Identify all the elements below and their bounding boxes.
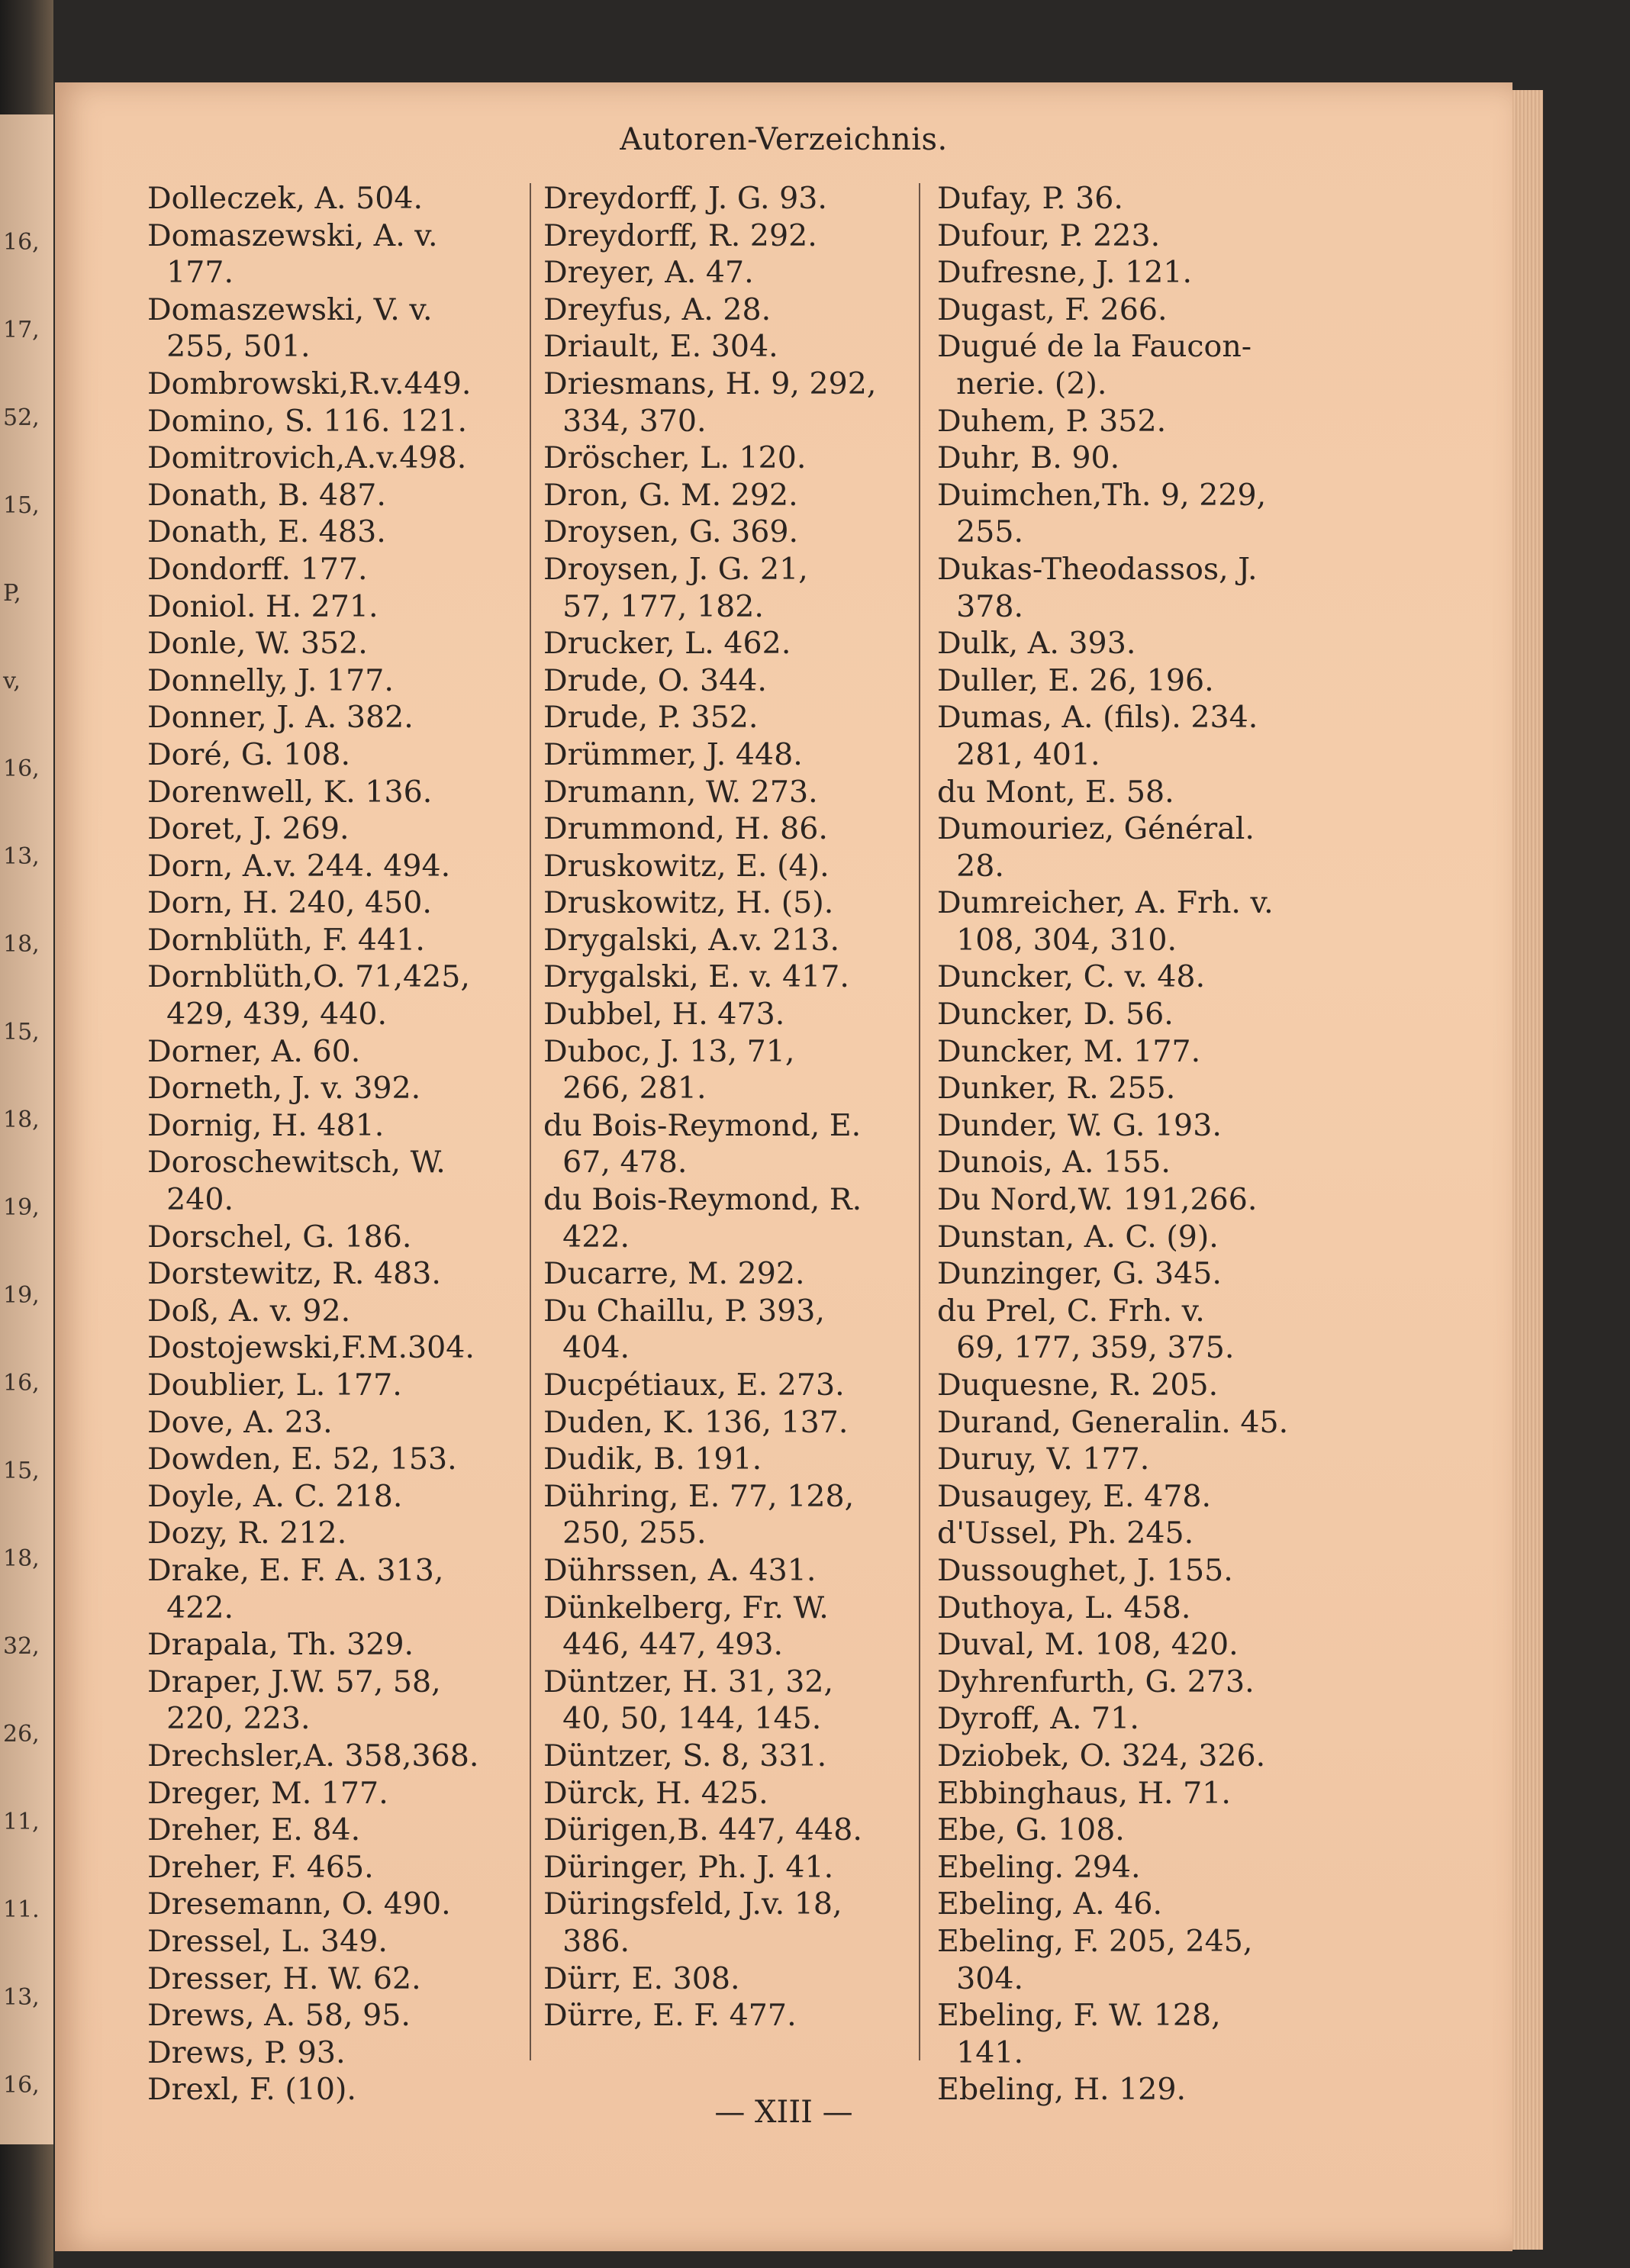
index-entry: Drude, O. 344. xyxy=(543,662,767,698)
index-entry: Duval, M. 108, 420. xyxy=(937,1627,1239,1663)
index-entry: Duimchen,Th. 9, 229, xyxy=(937,477,1267,513)
index-entry: Driault, E. 304. xyxy=(543,329,778,365)
index-entry: 446, 447, 493. xyxy=(543,1627,784,1663)
index-entry: du Mont, E. 58. xyxy=(937,774,1174,810)
index-entry: 40, 50, 144, 145. xyxy=(543,1701,822,1737)
index-entry: 378. xyxy=(937,588,1024,624)
margin-fragment: 15, xyxy=(3,1458,40,1484)
index-entry: 386. xyxy=(543,1923,630,1959)
index-entry: Dorn, H. 240, 450. xyxy=(147,885,432,921)
index-entry: Dürigen,B. 447, 448. xyxy=(543,1812,862,1848)
index-entry: Donath, B. 487. xyxy=(147,477,386,513)
index-entry: Doret, J. 269. xyxy=(147,811,350,847)
index-entry: Donnelly, J. 177. xyxy=(147,662,394,698)
index-entry: du Bois-Reymond, R. xyxy=(543,1182,862,1218)
margin-fragment: 15, xyxy=(3,1019,40,1045)
index-entry: Dukas-Theodassos, J. xyxy=(937,551,1258,587)
index-entry: Dresemann, O. 490. xyxy=(147,1886,451,1922)
page-number: — XIII — xyxy=(714,2095,853,2130)
index-entry: Drexl, F. (10). xyxy=(147,2072,356,2108)
margin-fragment: 18, xyxy=(3,1107,40,1133)
index-entry: Düntzer, H. 31, 32, xyxy=(543,1664,834,1699)
index-entry: Dornblüth, F. 441. xyxy=(147,922,425,958)
index-entry: Dufour, P. 223. xyxy=(937,217,1161,253)
index-entry: Drews, P. 93. xyxy=(147,2034,346,2070)
margin-fragment: 32, xyxy=(3,1633,40,1660)
margin-fragment: 13, xyxy=(3,843,40,870)
index-entry: Dyroff, A. 71. xyxy=(937,1701,1139,1737)
index-entry: 255. xyxy=(937,514,1024,550)
index-entry: Dreger, M. 177. xyxy=(147,1775,388,1811)
index-entry: 429, 439, 440. xyxy=(147,997,388,1033)
index-entry: Du Nord,W. 191,266. xyxy=(937,1182,1258,1218)
index-entry: Duquesne, R. 205. xyxy=(937,1368,1219,1403)
index-entry: Drummond, H. 86. xyxy=(543,811,828,847)
margin-fragment: 18, xyxy=(3,931,40,958)
index-entry: Dyhrenfurth, G. 273. xyxy=(937,1664,1255,1699)
index-entry: Doniol. H. 271. xyxy=(147,588,379,624)
index-entry: Doroschewitsch, W. xyxy=(147,1145,446,1181)
index-entry: Dozy, R. 212. xyxy=(147,1516,347,1551)
index-entry: 67, 478. xyxy=(543,1145,688,1181)
index-entry: Dorneth, J. v. 392. xyxy=(147,1071,421,1107)
index-entry: Dowden, E. 52, 153. xyxy=(147,1442,457,1477)
index-entry: Duboc, J. 13, 71, xyxy=(543,1033,795,1069)
index-entry: Dulk, A. 393. xyxy=(937,626,1136,662)
index-entry: Duthoya, L. 458. xyxy=(937,1590,1191,1625)
index-entry: 422. xyxy=(543,1219,630,1255)
previous-page-edge xyxy=(0,114,53,2144)
index-entry: 404. xyxy=(543,1330,630,1366)
index-entry: Duruy, V. 177. xyxy=(937,1442,1150,1477)
index-entry: Dron, G. M. 292. xyxy=(543,477,798,513)
index-entry: Ebbinghaus, H. 71. xyxy=(937,1775,1231,1811)
index-entry: Dostojewski,F.M.304. xyxy=(147,1330,475,1366)
index-entry: d'Ussel, Ph. 245. xyxy=(937,1516,1194,1551)
index-entry: 334, 370. xyxy=(543,403,707,439)
index-entry: Dunois, A. 155. xyxy=(937,1145,1171,1181)
index-column-1 xyxy=(147,180,521,2109)
index-entry: Droysen, J. G. 21, xyxy=(543,551,808,587)
index-entry: Dröscher, L. 120. xyxy=(543,440,807,476)
index-entry: Dombrowski,R.v.449. xyxy=(147,366,472,401)
index-entry: Doublier, L. 177. xyxy=(147,1368,402,1403)
index-entry: Dürr, E. 308. xyxy=(543,1960,740,1996)
margin-fragment: 52, xyxy=(3,404,40,431)
index-entry: Dove, A. 23. xyxy=(147,1404,333,1440)
index-entry: Dussoughet, J. 155. xyxy=(937,1552,1233,1588)
index-entry: 141. xyxy=(937,2034,1024,2070)
index-entry: Dufresne, J. 121. xyxy=(937,255,1193,291)
index-entry: Dorschel, G. 186. xyxy=(147,1219,412,1255)
index-entry: Dürre, E. F. 477. xyxy=(543,1998,797,2034)
index-entry: Ducarre, M. 292. xyxy=(543,1256,805,1292)
index-entry: Dondorff. 177. xyxy=(147,551,368,587)
index-entry: Dudik, B. 191. xyxy=(543,1442,762,1477)
index-entry: Dziobek, O. 324, 326. xyxy=(937,1738,1266,1773)
index-entry: du Bois-Reymond, E. xyxy=(543,1107,862,1143)
index-entry: Drews, A. 58, 95. xyxy=(147,1998,411,2034)
index-entry: Durand, Generalin. 45. xyxy=(937,1404,1289,1440)
page-header: Autoren-Verzeichnis. xyxy=(620,122,948,157)
index-entry: Ebeling, A. 46. xyxy=(937,1886,1163,1922)
column-divider xyxy=(530,183,531,2060)
index-entry: Duhem, P. 352. xyxy=(937,403,1167,439)
index-entry: Driesmans, H. 9, 292, xyxy=(543,366,877,401)
index-entry: Dürck, H. 425. xyxy=(543,1775,768,1811)
index-entry: Drumann, W. 273. xyxy=(543,774,818,810)
index-entry: Domaszewski, A. v. xyxy=(147,217,438,253)
index-column-3 xyxy=(937,180,1311,2109)
index-entry: Drucker, L. 462. xyxy=(543,626,791,662)
index-entry: Domino, S. 116. 121. xyxy=(147,403,468,439)
index-entry: 281, 401. xyxy=(937,736,1100,772)
margin-fragment: 17, xyxy=(3,317,40,343)
index-entry: Du Chaillu, P. 393, xyxy=(543,1293,825,1329)
index-entry: Dunker, R. 255. xyxy=(937,1071,1176,1107)
index-entry: Dumas, A. (fils). 234. xyxy=(937,700,1258,736)
margin-fragment: 18, xyxy=(3,1545,40,1572)
index-entry: Dumreicher, A. Frh. v. xyxy=(937,885,1274,921)
index-entry: Duncker, M. 177. xyxy=(937,1033,1201,1069)
index-entry: Dugast, F. 266. xyxy=(937,292,1168,327)
index-entry: 220, 223. xyxy=(147,1701,311,1737)
index-entry: Dorenwell, K. 136. xyxy=(147,774,433,810)
index-entry: Drygalski, E. v. 417. xyxy=(543,959,849,995)
index-entry: Düntzer, S. 8, 331. xyxy=(543,1738,827,1773)
index-entry: Drygalski, A.v. 213. xyxy=(543,922,840,958)
index-entry: Dreher, F. 465. xyxy=(147,1849,374,1885)
index-entry: Dornblüth,O. 71,425, xyxy=(147,959,470,995)
index-entry: Dorstewitz, R. 483. xyxy=(147,1256,441,1292)
index-entry: Drude, P. 352. xyxy=(543,700,759,736)
index-entry: Ducpétiaux, E. 273. xyxy=(543,1368,845,1403)
margin-fragment: 16, xyxy=(3,1370,40,1397)
margin-fragment: 26, xyxy=(3,1721,40,1748)
index-entry: Donner, J. A. 382. xyxy=(147,700,414,736)
index-entry: Düringer, Ph. J. 41. xyxy=(543,1849,834,1885)
index-entry: 266, 281. xyxy=(543,1071,707,1107)
index-entry: 422. xyxy=(147,1590,234,1625)
index-entry: Dührssen, A. 431. xyxy=(543,1552,817,1588)
index-entry: Dusaugey, E. 478. xyxy=(937,1478,1212,1514)
index-entry: Dorner, A. 60. xyxy=(147,1033,361,1069)
index-entry: 250, 255. xyxy=(543,1516,707,1551)
index-entry: nerie. (2). xyxy=(937,366,1107,401)
index-entry: Domaszewski, V. v. xyxy=(147,292,433,327)
index-entry: Donle, W. 352. xyxy=(147,626,368,662)
index-entry: Druskowitz, E. (4). xyxy=(543,848,829,884)
index-entry: Doß, A. v. 92. xyxy=(147,1293,351,1329)
index-entry: Dreydorff, J. G. 93. xyxy=(543,181,827,216)
index-entry: Duller, E. 26, 196. xyxy=(937,662,1214,698)
index-column-2 xyxy=(543,180,917,2034)
index-entry: Ebeling. 294. xyxy=(937,1849,1141,1885)
margin-fragment: 13, xyxy=(3,1984,40,2011)
index-entry: Dolleczek, A. 504. xyxy=(147,181,424,216)
index-entry: Dressel, L. 349. xyxy=(147,1923,388,1959)
margin-fragment: v, xyxy=(3,668,21,694)
index-entry: Dumouriez, Général. xyxy=(937,811,1255,847)
index-entry: 304. xyxy=(937,1960,1024,1996)
index-entry: Dreydorff, R. 292. xyxy=(543,217,817,253)
index-entry: Drümmer, J. 448. xyxy=(543,736,803,772)
index-entry: 69, 177, 359, 375. xyxy=(937,1330,1235,1366)
index-entry: Dunstan, A. C. (9). xyxy=(937,1219,1219,1255)
margin-fragment: 16, xyxy=(3,2072,40,2099)
index-entry: Dugué de la Faucon- xyxy=(937,329,1252,365)
index-entry: 108, 304, 310. xyxy=(937,922,1177,958)
margin-fragment: 16, xyxy=(3,755,40,782)
index-entry: du Prel, C. Frh. v. xyxy=(937,1293,1205,1329)
index-entry: Drapala, Th. 329. xyxy=(147,1627,414,1663)
index-entry: Dufay, P. 36. xyxy=(937,181,1123,216)
index-entry: Domitrovich,A.v.498. xyxy=(147,440,467,476)
index-entry: Duncker, D. 56. xyxy=(937,997,1174,1033)
index-entry: 177. xyxy=(147,255,234,291)
index-entry: Dunder, W. G. 193. xyxy=(937,1107,1222,1143)
index-entry: Dreyfus, A. 28. xyxy=(543,292,772,327)
index-entry: Drechsler,A. 358,368. xyxy=(147,1738,479,1773)
index-entry: Droysen, G. 369. xyxy=(543,514,799,550)
index-entry: 28. xyxy=(937,848,1004,884)
index-entry: Ebeling, H. 129. xyxy=(937,2072,1187,2108)
index-entry: Dreher, E. 84. xyxy=(147,1812,361,1848)
index-entry: Düringsfeld, J.v. 18, xyxy=(543,1886,842,1922)
index-entry: 240. xyxy=(147,1182,234,1218)
index-entry: 57, 177, 182. xyxy=(543,588,764,624)
margin-fragment: 19, xyxy=(3,1282,40,1309)
index-entry: Dühring, E. 77, 128, xyxy=(543,1478,855,1514)
index-entry: Ebeling, F. 205, 245, xyxy=(937,1923,1253,1959)
index-entry: Druskowitz, H. (5). xyxy=(543,885,834,921)
index-entry: Duhr, B. 90. xyxy=(937,440,1120,476)
index-entry: Duncker, C. v. 48. xyxy=(937,959,1206,995)
index-entry: Draper, J.W. 57, 58, xyxy=(147,1664,441,1699)
index-entry: Dorn, A.v. 244. 494. xyxy=(147,848,451,884)
margin-fragment: 11. xyxy=(3,1896,40,1923)
index-entry: Doré, G. 108. xyxy=(147,736,351,772)
index-entry: Ebe, G. 108. xyxy=(937,1812,1125,1848)
margin-fragment: 19, xyxy=(3,1194,40,1221)
index-entry: Drake, E. F. A. 313, xyxy=(147,1552,444,1588)
index-entry: Dunzinger, G. 345. xyxy=(937,1256,1222,1292)
index-entry: Dreyer, A. 47. xyxy=(543,255,754,291)
page-stack-edge xyxy=(1512,90,1543,2250)
column-divider xyxy=(919,183,920,2060)
margin-fragment: 15, xyxy=(3,492,40,519)
index-entry: Dornig, H. 481. xyxy=(147,1107,385,1143)
margin-fragment: 11, xyxy=(3,1809,40,1835)
index-entry: Dubbel, H. 473. xyxy=(543,997,785,1033)
margin-fragment: 16, xyxy=(3,229,40,256)
index-entry: Dresser, H. W. 62. xyxy=(147,1960,421,1996)
index-entry: Doyle, A. C. 218. xyxy=(147,1478,403,1514)
index-entry: 255, 501. xyxy=(147,329,311,365)
index-entry: Donath, E. 483. xyxy=(147,514,386,550)
index-entry: Duden, K. 136, 137. xyxy=(543,1404,849,1440)
index-entry: Ebeling, F. W. 128, xyxy=(937,1998,1221,2034)
index-entry: Dünkelberg, Fr. W. xyxy=(543,1590,829,1625)
margin-fragment: P, xyxy=(3,580,21,607)
